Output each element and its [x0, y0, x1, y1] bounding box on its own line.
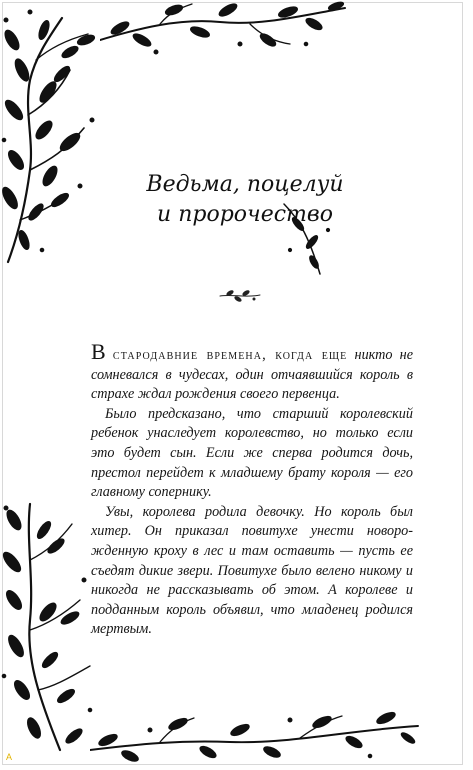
paragraph-2: Было предсказано, что старший королевский ребенок унаследует королевство, но только если это будет сын. Если же сперва родится дочь, престол перейдет к младшему брату короля — его главному сопернику. [91, 405, 413, 501]
opening-small-caps: стародавние времена, когда еще [112, 347, 348, 363]
top-left-vine-ornament [0, 0, 110, 270]
paragraph-3: Увы, королева родила девочку. Но король был хитер. Он приказал повитухе унести новорожденную кроху в лес и там оставить — пусть ее съедят дикие звери. Повитухе было велено никому и никогда не рассказывать об этом. А королеве и подданным король объявил, что младенец родился мертвым. [91, 503, 413, 638]
chapter-title [110, 170, 380, 230]
top-vine-ornament [100, 0, 350, 60]
chapter-title-line-1: Ведьма, поцелуй [146, 172, 344, 197]
bottom-left-vine-ornament [0, 500, 100, 765]
title-divider-ornament [218, 288, 262, 304]
bottom-vine-ornament [90, 700, 420, 764]
chapter-title-line-2: и пророчество [157, 202, 333, 227]
drop-cap: В [91, 339, 106, 364]
corner-mark: A [6, 752, 13, 762]
chapter-body [91, 339, 414, 640]
paragraph-1-text: никто не сомневался в чудесах, один отчаявшийся король в страхе ждал рождения своего первенца. [91, 347, 414, 403]
paragraph-1 [91, 339, 414, 405]
